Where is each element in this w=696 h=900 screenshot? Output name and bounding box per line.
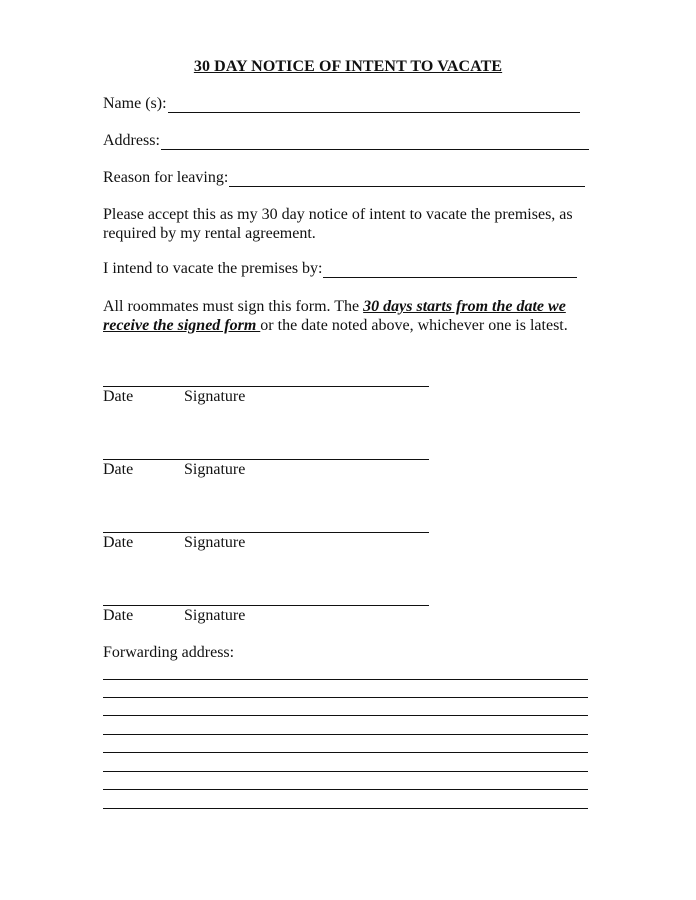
- roommates-emphasis: 30 days starts from the date we receive the signed form: [103, 298, 566, 334]
- address-input-line[interactable]: [161, 135, 589, 150]
- signature-label: Signature: [184, 461, 246, 478]
- date-label: Date: [103, 607, 134, 624]
- address-field-row: [103, 132, 589, 150]
- signature-label: Signature: [184, 607, 246, 624]
- signature-line[interactable]: [103, 532, 429, 533]
- name-field-row: [103, 95, 580, 113]
- name-label: Name (s):: [103, 95, 167, 112]
- forwarding-address-line[interactable]: [103, 679, 588, 680]
- date-label: Date: [103, 461, 134, 478]
- reason-label: Reason for leaving:: [103, 169, 229, 186]
- name-input-line[interactable]: [168, 98, 580, 113]
- form-title: 30 DAY NOTICE OF INTENT TO VACATE: [193, 58, 503, 75]
- reason-field-row: [103, 169, 585, 187]
- roommates-paragraph: [103, 297, 575, 335]
- roommates-tail: or the date noted above, whichever one is latest.: [260, 317, 568, 334]
- signature-line[interactable]: [103, 605, 429, 606]
- signature-label: Signature: [184, 388, 246, 405]
- date-label: Date: [103, 534, 134, 551]
- address-label: Address:: [103, 132, 160, 149]
- date-label: Date: [103, 388, 134, 405]
- forwarding-address-line[interactable]: [103, 771, 588, 772]
- forwarding-address-line[interactable]: [103, 697, 588, 698]
- forwarding-address-line[interactable]: [103, 734, 588, 735]
- forwarding-address-label: Forwarding address:: [103, 644, 235, 661]
- signature-line[interactable]: [103, 386, 429, 387]
- forwarding-address-line[interactable]: [103, 752, 588, 753]
- forwarding-address-line[interactable]: [103, 789, 588, 790]
- roommates-intro: All roommates must sign this form. The: [103, 298, 364, 315]
- signature-line[interactable]: [103, 459, 429, 460]
- forwarding-address-line[interactable]: [103, 808, 588, 809]
- reason-input-line[interactable]: [229, 172, 585, 187]
- vacate-date-input-line[interactable]: [323, 263, 577, 278]
- notice-paragraph: Please accept this as my 30 day notice of intent to vacate the premises, as required by my rental agreement.: [103, 206, 573, 242]
- vacate-date-row: [103, 260, 577, 278]
- vacate-date-label: I intend to vacate the premises by:: [103, 260, 323, 277]
- signature-label: Signature: [184, 534, 246, 551]
- forwarding-address-line[interactable]: [103, 715, 588, 716]
